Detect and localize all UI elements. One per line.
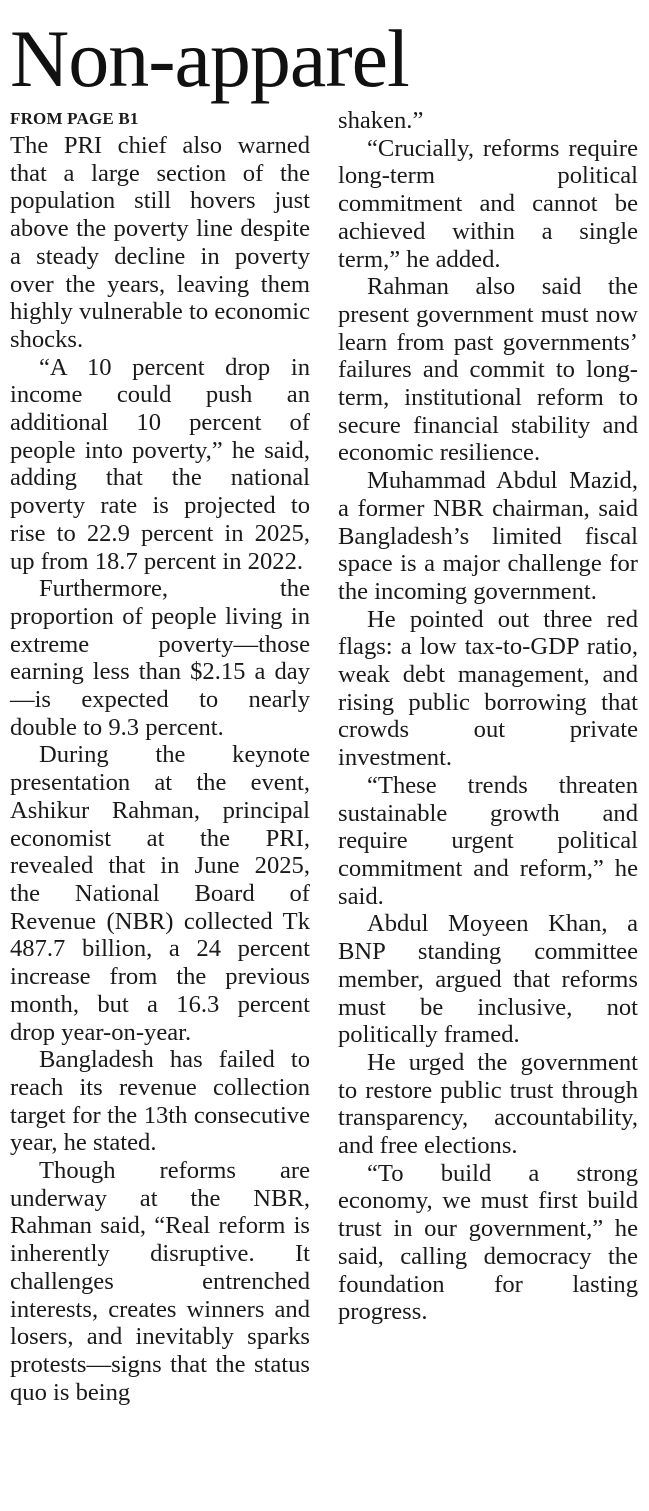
paragraph: “A 10 percent drop in income could push an additional 10 percent of people into poverty,” he said, adding that the national poverty rate is projected to rise to 22.9 percent in 2025, up from 18.7 percent in 2022.: [10, 353, 310, 575]
paragraph: During the keynote presentation at the event, Ashikur Rahman, principal economist at the PRI, revealed that in June 2025, the National Board of Revenue (NBR) collected Tk 487.7 billion, a 24 percent increase from the previous month, but a 16.3 percent drop year-on-year.: [10, 741, 310, 1046]
paragraph: The PRI chief also warned that a large section of the population still hovers just above the poverty line despite a steady decline in poverty over the years, leaving them highly vulnerable to economic shocks.: [10, 132, 310, 353]
headline: Non-apparel: [10, 13, 409, 104]
paragraph: Abdul Moyeen Khan, a BNP standing committee member, argued that reforms must be inclusive, not politically framed.: [338, 910, 638, 1049]
article-column-left: [10, 107, 310, 1406]
paragraph: He urged the government to restore public trust through transparency, accountability, and free elections.: [338, 1048, 638, 1160]
paragraph: “Crucially, reforms require long-term political commitment and cannot be achieved within a single term,” he added.: [338, 134, 638, 273]
paragraph: Though reforms are underway at the NBR, Rahman said, “Real reform is inherently disruptive. It challenges entrenched interests, creates winners and losers, and inevitably sparks protests—signs that the status quo is being: [10, 1157, 310, 1406]
article-column-right: [338, 107, 638, 1326]
paragraph: shaken.”: [338, 107, 424, 134]
paragraph: Furthermore, the proportion of people living in extreme poverty—those earning less than $2.15 a day—is expected to nearly double to 9.3 percent.: [10, 575, 310, 741]
continued-from-kicker: FROM PAGE B1: [10, 109, 139, 128]
paragraph: He pointed out three red flags: a low tax-to-GDP ratio, weak debt management, and rising public borrowing that crowds out private investment.: [338, 605, 638, 772]
paragraph: “To build a strong economy, we must first build trust in our government,” he said, calling democracy the foundation for lasting progress.: [338, 1159, 638, 1326]
paragraph: Rahman also said the present government must now learn from past governments’ failures and commit to long-term, institutional reform to secure financial stability and economic resilience.: [338, 273, 638, 467]
paragraph: “These trends threaten sustainable growth and require urgent political commitment and reform,” he said.: [338, 771, 638, 910]
paragraph: Bangladesh has failed to reach its revenue collection target for the 13th consecutive year, he stated.: [10, 1046, 310, 1157]
paragraph: Muhammad Abdul Mazid, a former NBR chairman, said Bangladesh’s limited fiscal space is a major challenge for the incoming government.: [338, 467, 638, 605]
